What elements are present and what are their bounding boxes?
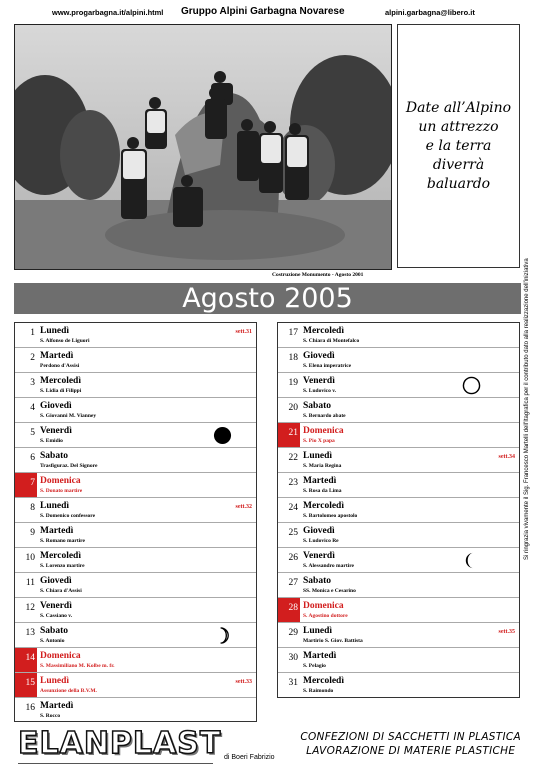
saint-of-day: Assunzione della B.V.M. — [40, 688, 97, 694]
new-moon-icon — [213, 426, 232, 445]
saint-of-day: S. Cassiano v. — [40, 613, 73, 619]
day-number: 11 — [25, 578, 35, 588]
weekday-name: Venerdì — [303, 551, 335, 561]
weekday-name: Martedì — [40, 351, 74, 361]
brand-name: ELANPLAST — [18, 726, 222, 761]
monument-photo — [14, 24, 392, 270]
weekday-name: Sabato — [303, 401, 331, 411]
saint-of-day: S. Bernardo abate — [303, 413, 346, 419]
weekday-name: Giovedì — [303, 526, 335, 536]
weekday-name: Lunedì — [40, 676, 70, 686]
saint-of-day: Trasfiguraz. Del Signore — [40, 463, 98, 469]
weekday-name: Domenica — [303, 601, 344, 611]
alpini-quote: Date all’Alpino un attrezzo e la terra diverrà baluardo — [405, 99, 512, 192]
day-number: 7 — [15, 473, 37, 497]
day-number: 9 — [30, 528, 35, 538]
calendar-day-row — [278, 673, 519, 698]
website-url[interactable]: www.progarbagna.it/alpini.html — [52, 8, 164, 17]
saint-of-day: S. Agostino dottore — [303, 613, 348, 619]
day-number: 10 — [25, 553, 35, 563]
week-number: sett.34 — [498, 454, 515, 460]
day-number: 24 — [288, 503, 298, 513]
month-title: Agosto 2005 — [14, 283, 521, 314]
calendar-day-row — [15, 698, 256, 723]
calendar-day-row — [15, 598, 256, 623]
weekday-name: Martedì — [303, 651, 337, 661]
saint-of-day: S. Antonio — [40, 638, 65, 644]
weekday-name: Sabato — [40, 451, 68, 461]
elanplast-logo — [14, 726, 284, 766]
calendar-day-row — [278, 373, 519, 398]
weekday-name: Giovedì — [303, 351, 335, 361]
calendar-day-row — [15, 448, 256, 473]
weekday-name: Venerdì — [40, 426, 72, 436]
saint-of-day: S. Lorenzo martire — [40, 563, 85, 569]
weekday-name: Domenica — [303, 426, 344, 436]
company-tagline — [300, 730, 521, 758]
calendar-day-row — [15, 398, 256, 423]
weekday-name: Giovedì — [40, 401, 72, 411]
calendar-day-row — [15, 373, 256, 398]
day-number: 21 — [278, 423, 300, 447]
day-number: 31 — [288, 678, 298, 688]
calendar-day-row — [278, 548, 519, 573]
saint-of-day: Martirio S. Giov. Battista — [303, 638, 363, 644]
weekday-name: Venerdì — [40, 601, 72, 611]
weekday-name: Martedì — [303, 476, 337, 486]
day-number: 30 — [288, 653, 298, 663]
calendar-day-row — [15, 523, 256, 548]
day-number: 17 — [288, 328, 298, 338]
calendar-day-row — [278, 423, 519, 448]
last-quarter-moon-icon — [462, 551, 481, 570]
tagline-line-1: CONFEZIONI DI SACCHETTI IN PLASTICA — [300, 731, 521, 743]
saint-of-day: S. Romano martire — [40, 538, 85, 544]
calendar-day-row — [15, 473, 256, 498]
tagline-line-2: LAVORAZIONE DI MATERIE PLASTICHE — [306, 745, 516, 757]
week-number: sett.35 — [498, 629, 515, 635]
saint-of-day: S. Ludovico Re — [303, 538, 339, 544]
calendar-day-row — [278, 598, 519, 623]
saint-of-day: S. Chiara d'Assisi — [40, 588, 82, 594]
weekday-name: Giovedì — [40, 576, 72, 586]
weekday-name: Venerdì — [303, 376, 335, 386]
weekday-name: Mercoledì — [40, 376, 81, 386]
calendar-day-row — [278, 398, 519, 423]
saint-of-day: S. Massimiliano M. Kolbe m. fr. — [40, 663, 115, 669]
saint-of-day: S. Alessandro martire — [303, 563, 354, 569]
saint-of-day: S. Domenico confessore — [40, 513, 96, 519]
weekday-name: Mercoledì — [303, 326, 344, 336]
weekday-name: Mercoledì — [303, 501, 344, 511]
weekday-name: Martedì — [40, 526, 74, 536]
day-number: 27 — [288, 578, 298, 588]
day-number: 5 — [30, 428, 35, 438]
day-number: 15 — [15, 673, 37, 697]
day-number: 2 — [30, 353, 35, 363]
calendar-day-row — [15, 423, 256, 448]
saint-of-day: S. Lidia di Filippi — [40, 388, 82, 394]
day-number: 13 — [25, 628, 35, 638]
saint-of-day: SS. Monica e Cesarino — [303, 588, 356, 594]
day-number: 18 — [288, 353, 298, 363]
day-number: 28 — [278, 598, 300, 622]
day-number: 20 — [288, 403, 298, 413]
group-photo-illustration — [15, 25, 391, 269]
saint-of-day: S. Maria Regina — [303, 463, 342, 469]
calendar-column-right — [277, 322, 520, 698]
saint-of-day: S. Chiara di Montefalco — [303, 338, 360, 344]
email-address[interactable]: alpini.garbagna@libero.it — [385, 8, 475, 17]
saint-of-day: S. Elena imperatrice — [303, 363, 352, 369]
day-number: 1 — [30, 328, 35, 338]
calendar-day-row — [278, 473, 519, 498]
day-number: 14 — [15, 648, 37, 672]
day-number: 4 — [30, 403, 35, 413]
weekday-name: Sabato — [40, 626, 68, 636]
saint-of-day: Perdono d'Assisi — [40, 363, 80, 369]
saint-of-day: S. Raimondo — [303, 688, 334, 694]
calendar-day-row — [278, 323, 519, 348]
photo-caption: Costruzione Monumento - Agosto 2001 — [272, 272, 364, 278]
saint-of-day: S. Emidio — [40, 438, 63, 444]
page-header — [0, 6, 543, 18]
calendar-day-row — [15, 348, 256, 373]
day-number: 6 — [30, 453, 35, 463]
logo-underline — [18, 763, 213, 764]
calendar-day-row — [278, 498, 519, 523]
weekday-name: Domenica — [40, 651, 81, 661]
day-number: 26 — [288, 553, 298, 563]
day-number: 16 — [25, 703, 35, 713]
day-number: 22 — [288, 453, 298, 463]
saint-of-day: S. Donato martire — [40, 488, 83, 494]
week-number: sett.31 — [235, 329, 252, 335]
weekday-name: Martedì — [40, 701, 74, 711]
weekday-name: Domenica — [40, 476, 81, 486]
calendar-day-row — [15, 548, 256, 573]
weekday-name: Sabato — [303, 576, 331, 586]
calendar-day-row — [15, 573, 256, 598]
calendar-day-row — [278, 348, 519, 373]
saint-of-day: S. Alfonso de Liguori — [40, 338, 90, 344]
day-number: 23 — [288, 478, 298, 488]
day-number: 8 — [30, 503, 35, 513]
weekday-name: Mercoledì — [40, 551, 81, 561]
calendar-day-row — [15, 648, 256, 673]
day-number: 25 — [288, 528, 298, 538]
weekday-name: Lunedì — [303, 451, 333, 461]
day-number: 19 — [288, 378, 298, 388]
week-number: sett.32 — [235, 504, 252, 510]
brand-owner: di Boeri Fabrizio — [224, 754, 275, 761]
calendar-day-row — [278, 648, 519, 673]
calendar-column-left — [14, 322, 257, 722]
saint-of-day: S. Bartolomeo apostolo — [303, 513, 358, 519]
calendar-day-row — [278, 573, 519, 598]
calendar-day-row — [15, 323, 256, 348]
saint-of-day: S. Pelagio — [303, 663, 326, 669]
saint-of-day: S. Rocco — [40, 713, 61, 719]
calendar-day-row — [15, 623, 256, 648]
saint-of-day: S. Ludovico v. — [303, 388, 337, 394]
weekday-name: Lunedì — [303, 626, 333, 636]
full-moon-icon — [462, 376, 481, 395]
first-quarter-moon-icon — [213, 626, 232, 645]
saint-of-day: S. Giovanni M. Vianney — [40, 413, 97, 419]
thanks-note: Si ringrazia vivamente il Sig. Francesco Martelli dell'Itagrafica per il contributo dato alla realizzazione dell'iniziativa — [524, 258, 530, 560]
day-number: 12 — [25, 603, 35, 613]
calendar-day-row — [278, 623, 519, 648]
calendar-day-row — [278, 448, 519, 473]
weekday-name: Mercoledì — [303, 676, 344, 686]
weekday-name: Lunedì — [40, 326, 70, 336]
day-number: 3 — [30, 378, 35, 388]
saint-of-day: S. Rosa da Lima — [303, 488, 342, 494]
calendar-day-row — [15, 498, 256, 523]
saint-of-day: S. Pio X papa — [303, 438, 335, 444]
week-number: sett.33 — [235, 679, 252, 685]
day-number: 29 — [288, 628, 298, 638]
quote-box — [397, 24, 520, 268]
calendar-day-row — [15, 673, 256, 698]
weekday-name: Lunedì — [40, 501, 70, 511]
group-title: Gruppo Alpini Garbagna Novarese — [181, 6, 345, 17]
calendar-day-row — [278, 523, 519, 548]
